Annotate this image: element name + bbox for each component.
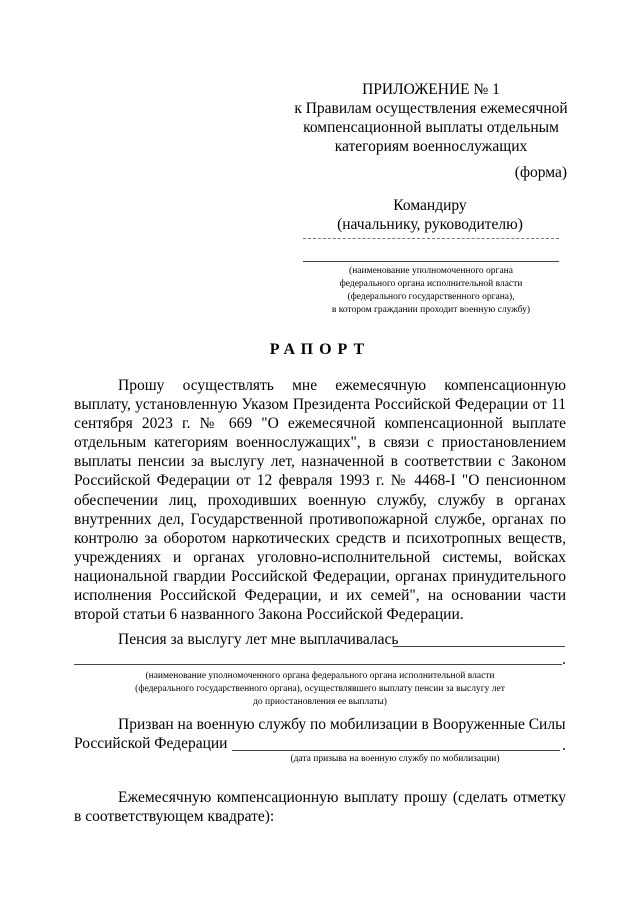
addressee-blank-2[interactable]	[303, 261, 559, 262]
note-line: до приостановления ее выплаты)	[253, 697, 387, 707]
choice-paragraph	[74, 788, 566, 826]
addressee-blank-1[interactable]	[303, 238, 559, 239]
mobilization-period: .	[562, 737, 566, 754]
note-line: (наименование уполномоченного органа	[349, 266, 513, 276]
addressee-note	[290, 265, 572, 317]
pension-note	[60, 670, 580, 709]
appendix-line: компенсационной выплаты отдельным	[303, 119, 559, 136]
appendix-line: категориям военнослужащих	[334, 138, 528, 155]
appendix-title: ПРИЛОЖЕНИЕ № 1	[362, 81, 500, 98]
form-label: (форма)	[514, 164, 567, 181]
mobilization-note: (дата призыва на военную службу по мобилизации)	[290, 754, 500, 764]
mobilization-line-2: Российской Федерации	[74, 735, 228, 752]
note-line: (федерального государственного органа),	[347, 292, 515, 302]
note-line: федерального органа исполнительной власти	[339, 279, 523, 289]
mobilization-date-blank[interactable]	[232, 750, 560, 751]
document-title: РАПОРТ	[269, 341, 371, 358]
pension-period: .	[562, 651, 566, 668]
addressee-line: (начальнику, руководителю)	[337, 216, 523, 233]
request-text: Прошу осуществлять мне ежемесячную компенсационную выплату, установленную Указом Президента Российской Федерации от 11 сентября 2023 г. № 669 "О ежемесячной компенсационной выплате отдельным категориям военнослужащих", в связи с приостановлением выплаты пенсии за выслугу лет, назначенной в соответствии с Законом Российской Федерации от 12 февраля 1993 г. № 4468-I "О пенсионном обеспечении лиц, проходивших военную службу, службу в органах внутренних дел, Государственной противопожарной службе, органах по контролю за оборотом наркотических средств и психотропных веществ, учреждениях и органах уголовно-исполнительной системы, войсках национальной гвардии Российской Федерации, органах принудительного исполнения Российской Федерации, и их семей", на основании части второй статьи 6 названного Закона Российской Федерации.	[74, 377, 566, 624]
pension-row	[118, 630, 398, 649]
addressee-line: Командиру	[393, 197, 467, 214]
mobilization-line-1: Призван на военную службу по мобилизации в Вооруженные Силы	[118, 716, 566, 733]
note-line: (наименование уполномоченного органа федерального органа исполнительной власти	[145, 671, 495, 681]
note-line: (федерального государственного органа), осуществлявшего выплату пенсии за выслугу лет	[135, 684, 505, 694]
addressee-block	[300, 196, 560, 234]
appendix-header	[286, 80, 576, 156]
choice-text: Ежемесячную компенсационную выплату прошу (сделать отметку в соответствующем квадрате):	[74, 789, 566, 826]
pension-label: Пенсия за выслугу лет мне выплачивалась	[118, 631, 399, 648]
pension-blank-2[interactable]	[74, 664, 562, 665]
appendix-line: к Правилам осуществления ежемесячной	[294, 100, 568, 117]
main-paragraph	[74, 376, 566, 624]
pension-blank-1[interactable]	[393, 646, 565, 647]
note-line: в котором граждании проходит военную службу)	[331, 305, 531, 315]
